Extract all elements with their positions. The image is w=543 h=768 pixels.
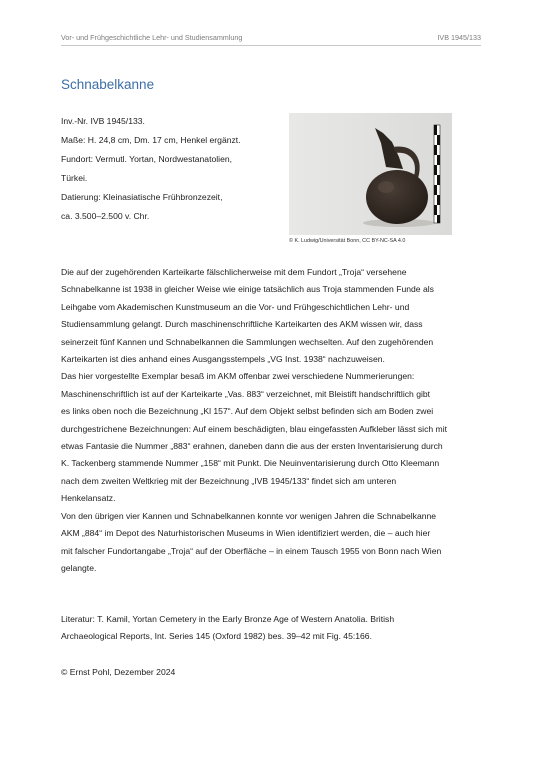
page-title: Schnabelkanne — [61, 77, 155, 92]
object-metadata — [61, 112, 286, 226]
text-line: es links oben noch die Bezeichnung „Kl 157“. Auf dem Objekt selbst befinden sich am Boden zwei — [61, 406, 434, 417]
literature-reference — [61, 611, 486, 646]
text-line: Leihgabe vom Akademischen Kunstmuseum an die Vor- und Frühgeschichtlichen Lehr- und — [61, 301, 410, 312]
text-line: Die auf der zugehörenden Karteikarte fälschlicherweise mit dem Fundort „Troja“ versehene — [61, 267, 407, 277]
meta-line: Türkei. — [61, 173, 88, 183]
text-line: durchgestrichene Bezeichnungen: Auf einem beschädigten, blau eingefassten Aufkleber lässt sich mit — [61, 423, 448, 434]
text-line: mit falscher Fundortangabe „Troja“ auf der Oberfläche – in einem Tausch 1955 von Bonn nach Wien — [61, 545, 442, 556]
literature-line: Literatur: T. Kamil, Yortan Cemetery in the Early Bronze Age of Western Anatolia. British — [61, 614, 395, 624]
text-line: AKM „884“ im Depot des Naturhistorischen Museums in Wien identifiziert werden, die – auch hier — [61, 528, 431, 539]
text-line: Das hier vorgestellte Exemplar besaß im AKM offenbar zwei verschiedene Nummerierungen: — [61, 371, 415, 382]
object-photo — [289, 113, 452, 235]
text-line: Studiensammlung gelangt. Durch maschinenschriftliche Karteikarten des AKM wissen wir, dass — [61, 319, 423, 330]
meta-line: Inv.-Nr. IVB 1945/133. — [61, 116, 145, 126]
header-inventory-number: IVB 1945/133 — [437, 33, 481, 42]
text-line: nach dem zweiten Weltkrieg mit der Bezeichnung „IVB 1945/133“ findet sich am unteren — [61, 475, 397, 486]
photo-credit: © K. Ludwig/Universität Bonn, CC BY-NC-SA 4.0 — [289, 238, 406, 244]
meta-line: Fundort: Vermutl. Yortan, Nordwestanatolien, — [61, 154, 233, 164]
text-line: Von den übrigen vier Kannen und Schnabelkannen konnte vor wenigen Jahren die Schnabelkanne — [61, 510, 437, 521]
author-signature: © Ernst Pohl, Dezember 2024 — [61, 667, 176, 677]
meta-line: ca. 3.500–2.500 v. Chr. — [61, 211, 150, 221]
text-line: etwas Fantasie die Nummer „883“ erahnen, daneben dann die aus der ersten Inventarisierung durch — [61, 441, 443, 452]
main-text — [61, 264, 486, 577]
meta-line: Datierung: Kleinasiatische Frühbronzezeit, — [61, 192, 223, 202]
text-line: K. Tackenberg stammende Nummer „158“ mit Punkt. Die Neuinventarisierung durch Otto Kleemann — [61, 458, 440, 469]
text-line: Henkelansatz. — [61, 493, 116, 504]
text-line: Maschinenschriftlich ist auf der Karteikarte „Vas. 883“ verzeichnet, mit Bleistift handschriftlich gibt — [61, 388, 431, 399]
meta-line: Maße: H. 24,8 cm, Dm. 17 cm, Henkel ergänzt. — [61, 135, 241, 145]
text-line: gelangte. — [61, 562, 97, 573]
text-line: Schnabelkanne ist 1938 in gleicher Weise wie einige tatsächlich aus Troja stammenden Funde als — [61, 284, 434, 295]
literature-line: Archaeological Reports, Int. Series 145 (Oxford 1982) bes. 39–42 mit Fig. 45:166. — [61, 631, 372, 642]
page-header — [61, 33, 481, 46]
text-line: Karteikarten ist dies anhand eines Ausgangsstempels „VG Inst. 1938“ nachzuweisen. — [61, 354, 385, 365]
beaked-jug-illustration — [289, 113, 452, 235]
header-collection-name: Vor- und Frühgeschichtliche Lehr- und Studiensammlung — [61, 33, 243, 42]
text-line: seinerzeit fünf Kannen und Schnabelkannen die Sammlungen wechselten. Auf den zugehörenden — [61, 336, 434, 347]
